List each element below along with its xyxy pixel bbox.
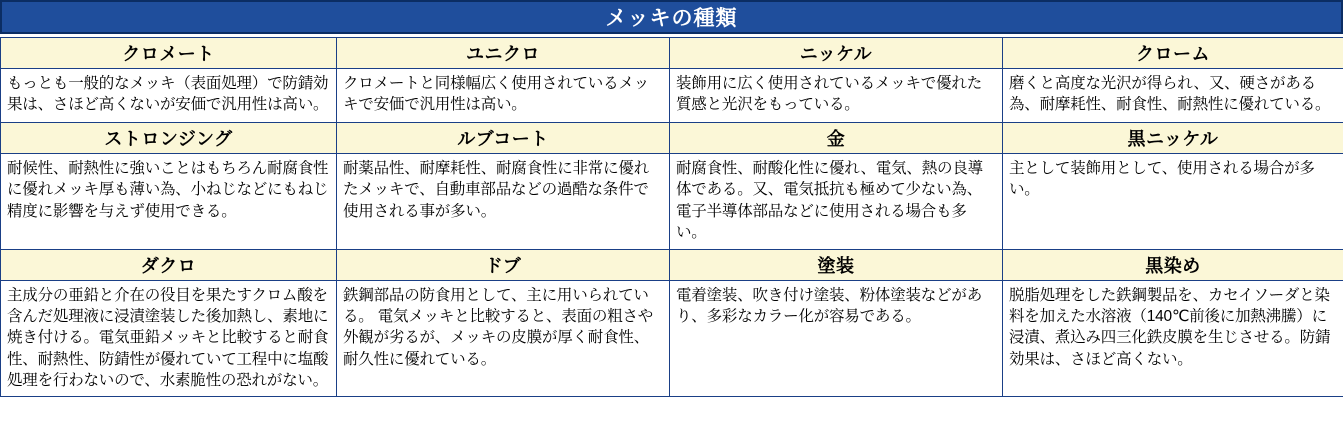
table-header-row bbox=[1, 38, 1343, 69]
column-header-chrome: クローム bbox=[1003, 38, 1343, 69]
column-header-gold: 金 bbox=[670, 123, 1003, 154]
column-header-unichrome: ユニクロ bbox=[337, 38, 670, 69]
column-header-chromate: クロメート bbox=[1, 38, 337, 69]
cell-description-painting: 電着塗装、吹き付け塗装、粉体塗装などがあり、多彩なカラー化が容易である。 bbox=[670, 280, 1003, 397]
cell-description-unichrome: クロメートと同様幅広く使用されているメッキで安価で汎用性は高い。 bbox=[337, 69, 670, 123]
plating-types-table bbox=[0, 37, 1343, 397]
page-title: メッキの種類 bbox=[605, 7, 738, 30]
cell-description-strongzing: 耐候性、耐熱性に強いことはもちろん耐腐食性に優れメッキ厚も薄い為、小ねじなどにもねじ精度に影響を与えず使用できる。 bbox=[1, 154, 337, 250]
column-header-black-oxide: 黒染め bbox=[1003, 249, 1343, 280]
column-header-dobu: ドブ bbox=[337, 249, 670, 280]
table-row bbox=[1, 69, 1343, 123]
column-header-painting: 塗装 bbox=[670, 249, 1003, 280]
cell-description-dobu: 鉄鋼部品の防食用として、主に用いられている。 電気メッキと比較すると、表面の粗さや外観が劣るが、メッキの皮膜が厚く耐食性、耐久性に優れている。 bbox=[337, 280, 670, 397]
page-title-bar bbox=[0, 0, 1343, 34]
cell-description-nickel: 装飾用に広く使用されているメッキで優れた質感と光沢をもっている。 bbox=[670, 69, 1003, 123]
table-header-row bbox=[1, 123, 1343, 154]
cell-description-dacro: 主成分の亜鉛と介在の役目を果たすクロム酸を含んだ処理液に浸漬塗装した後加熱し、素地に焼き付ける。電気亜鉛メッキと比較すると耐食性、耐熱性、防錆性が優れていて工程中に塩酸処理を行わないので、水素脆性の恐れがない。 bbox=[1, 280, 337, 397]
cell-description-chromate: もっとも一般的なメッキ（表面処理）で防錆効果は、さほど高くないが安価で汎用性は高い。 bbox=[1, 69, 337, 123]
column-header-strongzing: ストロンジング bbox=[1, 123, 337, 154]
cell-description-black-oxide: 脱脂処理をした鉄鋼製品を、カセイソーダと染料を加えた水溶液（140℃前後に加熱沸騰）に浸漬、煮込み四三化鉄皮膜を生じさせる。防錆効果は、さほど高くない。 bbox=[1003, 280, 1343, 397]
column-header-dacro: ダクロ bbox=[1, 249, 337, 280]
table-row bbox=[1, 154, 1343, 250]
table-row bbox=[1, 280, 1343, 397]
column-header-lubecoat: ルブコート bbox=[337, 123, 670, 154]
column-header-black-nickel: 黒ニッケル bbox=[1003, 123, 1343, 154]
table-header-row bbox=[1, 249, 1343, 280]
column-header-nickel: ニッケル bbox=[670, 38, 1003, 69]
cell-description-gold: 耐腐食性、耐酸化性に優れ、電気、熱の良導体である。又、電気抵抗も極めて少ない為、電子半導体部品などに使用される場合も多い。 bbox=[670, 154, 1003, 250]
cell-description-chrome: 磨くと高度な光沢が得られ、又、硬さがある為、耐摩耗性、耐食性、耐熱性に優れている。 bbox=[1003, 69, 1343, 123]
cell-description-lubecoat: 耐薬品性、耐摩耗性、耐腐食性に非常に優れたメッキで、自動車部品などの過酷な条件で使用される事が多い。 bbox=[337, 154, 670, 250]
cell-description-black-nickel: 主として装飾用として、使用される場合が多い。 bbox=[1003, 154, 1343, 250]
